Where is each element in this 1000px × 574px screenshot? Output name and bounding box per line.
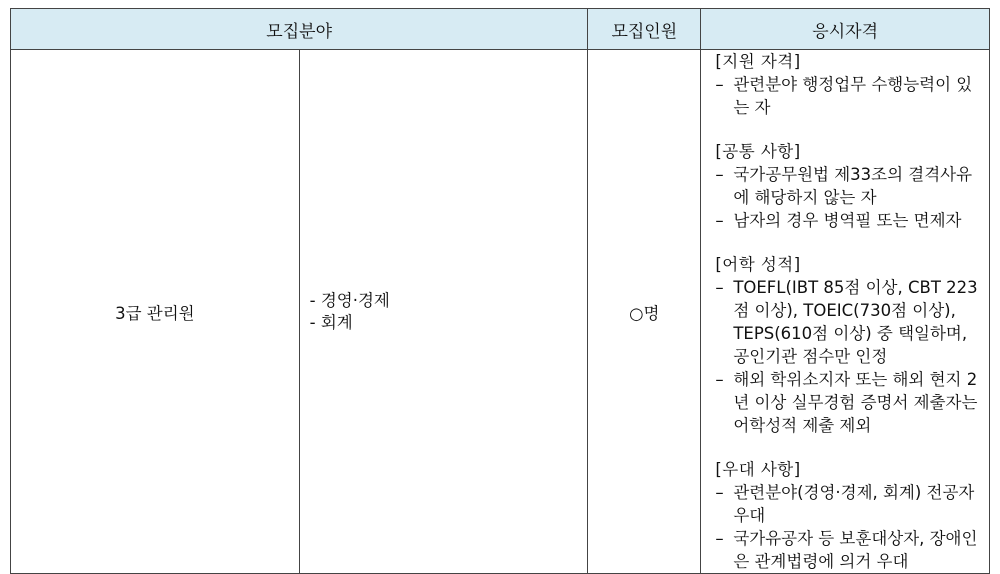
header-qualification: 응시자격 [701,9,990,50]
dash-mark: – [715,165,724,184]
dash-mark: – [715,75,724,94]
list-item [715,527,979,573]
field-cell [299,50,588,574]
item-text: 관련분야(경영·경제, 회계) 전공자 우대 [733,483,975,525]
field-item: - 회계 [309,312,353,332]
header-row [11,9,990,50]
field-list [300,290,588,334]
section-eligibility [715,50,979,119]
count-cell: ○명 [588,50,701,574]
section-preference [715,458,979,573]
list-item [715,368,979,437]
grade-cell: 3급 관리원 [11,50,300,574]
section-title: [지원 자격] [715,52,801,71]
list-item [715,276,979,368]
dash-mark: – [715,211,724,230]
list-item [715,73,979,119]
item-text: 국가유공자 등 보훈대상자, 장애인은 관계법령에 의거 우대 [733,529,978,571]
field-item: - 경영·경제 [309,290,390,310]
list-item [715,163,979,209]
header-count: 모집인원 [588,9,701,50]
section-common [715,140,979,232]
section-title: [어학 성적] [715,255,801,274]
qualification-list [701,50,989,573]
dash-mark: – [715,483,724,502]
item-text: 남자의 경우 병역필 또는 면제자 [733,211,962,230]
section-language [715,253,979,437]
list-item [715,481,979,527]
dash-mark: – [715,278,724,297]
list-item [715,209,979,232]
recruitment-table [10,8,990,574]
table-row [11,50,990,574]
section-title: [공통 사항] [715,142,801,161]
section-title: [우대 사항] [715,460,801,479]
dash-mark: – [715,529,724,548]
item-text: TOEFL(IBT 85점 이상, CBT 223점 이상), TOEIC(730점 이상), TEPS(610점 이상) 중 택일하며, 공인기관 점수만 인정 [733,278,978,366]
item-text: 관련분야 행정업무 수행능력이 있는 자 [733,75,973,117]
header-field: 모집분야 [11,9,588,50]
item-text: 국가공무원법 제33조의 결격사유에 해당하지 않는 자 [733,165,973,207]
qualification-cell [701,50,990,574]
item-text: 해외 학위소지자 또는 해외 현지 2년 이상 실무경험 증명서 제출자는 어학성적 제출 제외 [733,370,978,435]
dash-mark: – [715,370,724,389]
